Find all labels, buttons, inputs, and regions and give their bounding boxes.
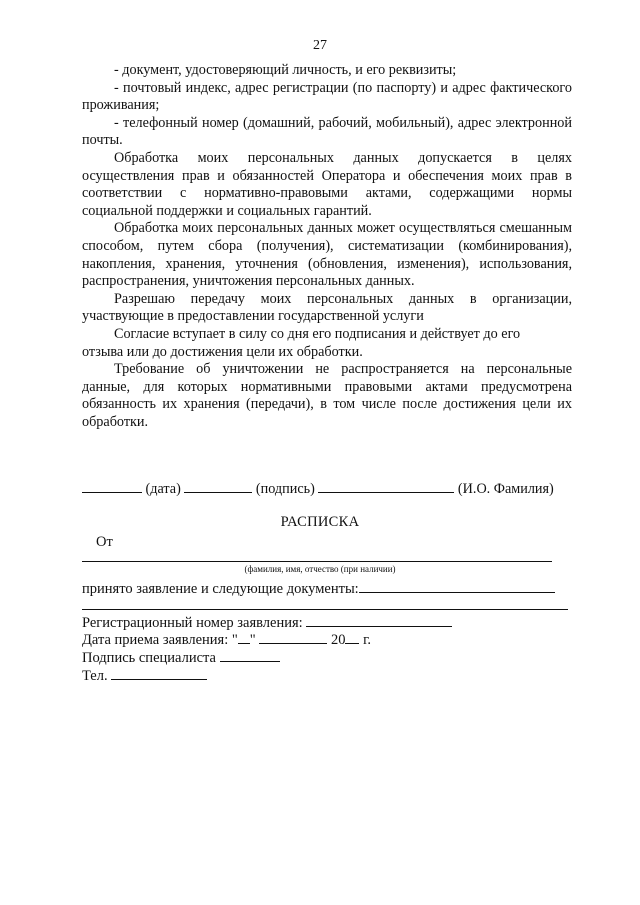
year-suffix: г. [363,632,372,648]
signature-blank[interactable] [184,480,252,493]
month-blank[interactable] [259,631,327,644]
paragraph-1: - документ, удостоверяющий личность, и его реквизиты; [114,62,457,78]
name-label: (И.О. Фамилия) [457,481,554,497]
date-received-prefix: Дата приема заявления: " [82,632,238,648]
from-name-line[interactable] [82,561,552,562]
paragraph-6: Разрешаю передачу моих персональных данных в организации, участвующие в предоставлении государственной услуги [82,290,572,325]
paragraph-9: Требование об уничтожении не распространяется на персональные данные, для которых нормативными правовыми актами предусмотрена обязанность их хранения (передачи), в том числе после достижения цели их обработки. [82,361,572,430]
signature-line [82,480,582,498]
date-blank[interactable] [82,480,142,493]
date-label: (дата) [145,481,181,497]
year-blank[interactable] [345,631,359,644]
page-number: 27 [313,38,327,53]
phone-label: Тел. [82,668,108,684]
documents-line-2[interactable] [82,609,568,610]
phone-blank[interactable] [111,667,207,680]
accepted-label: принято заявление и следующие документы: [82,581,359,597]
year-prefix: 20 [330,632,346,648]
paragraph-2: - почтовый индекс, адрес регистрации (по паспорту) и адрес фактического проживания; [82,79,572,114]
accepted-documents-row [82,580,555,598]
receipt-title: РАСПИСКА [280,514,360,530]
specialist-row [82,649,280,667]
paragraph-7: Согласие вступает в силу со дня его подписания и действует до его [114,325,521,342]
paragraph-3: - телефонный номер (домашний, рабочий, мобильный), адрес электронной почты. [82,114,572,149]
reg-number-label: Регистрационный номер заявления: [82,615,303,631]
date-received-row [82,631,371,649]
paragraph-5: Обработка моих персональных данных может осуществляться смешанным способом, путем сбора (получения), систематизации (комбинирования), накопления, хранения, уточнения (обновления, изменения), использования, распространения, уничтожения персональных данных. [82,220,572,290]
name-blank[interactable] [318,480,454,493]
specialist-blank[interactable] [220,649,280,662]
documents-blank[interactable] [359,580,555,593]
date-quote-close: " [249,632,256,648]
reg-number-blank[interactable] [306,614,452,627]
specialist-label: Подпись специалиста [82,650,216,666]
consent-text [82,62,572,431]
name-caption: (фамилия, имя, отчество (при наличии) [244,564,396,574]
day-blank[interactable] [238,631,250,644]
paragraph-4: Обработка моих персональных данных допускается в целях осуществления прав и обязанностей Оператора и обеспечения моих прав в соответствии с нормативно-правовыми актами, содержащими нормы социальной поддержки и социальных гарантий. [82,149,572,219]
phone-row [82,667,207,685]
from-label: От [96,534,113,550]
signature-label: (подпись) [255,481,315,497]
reg-number-row [82,614,452,632]
paragraph-8: отзыва или до достижения цели их обработки. [82,343,363,360]
